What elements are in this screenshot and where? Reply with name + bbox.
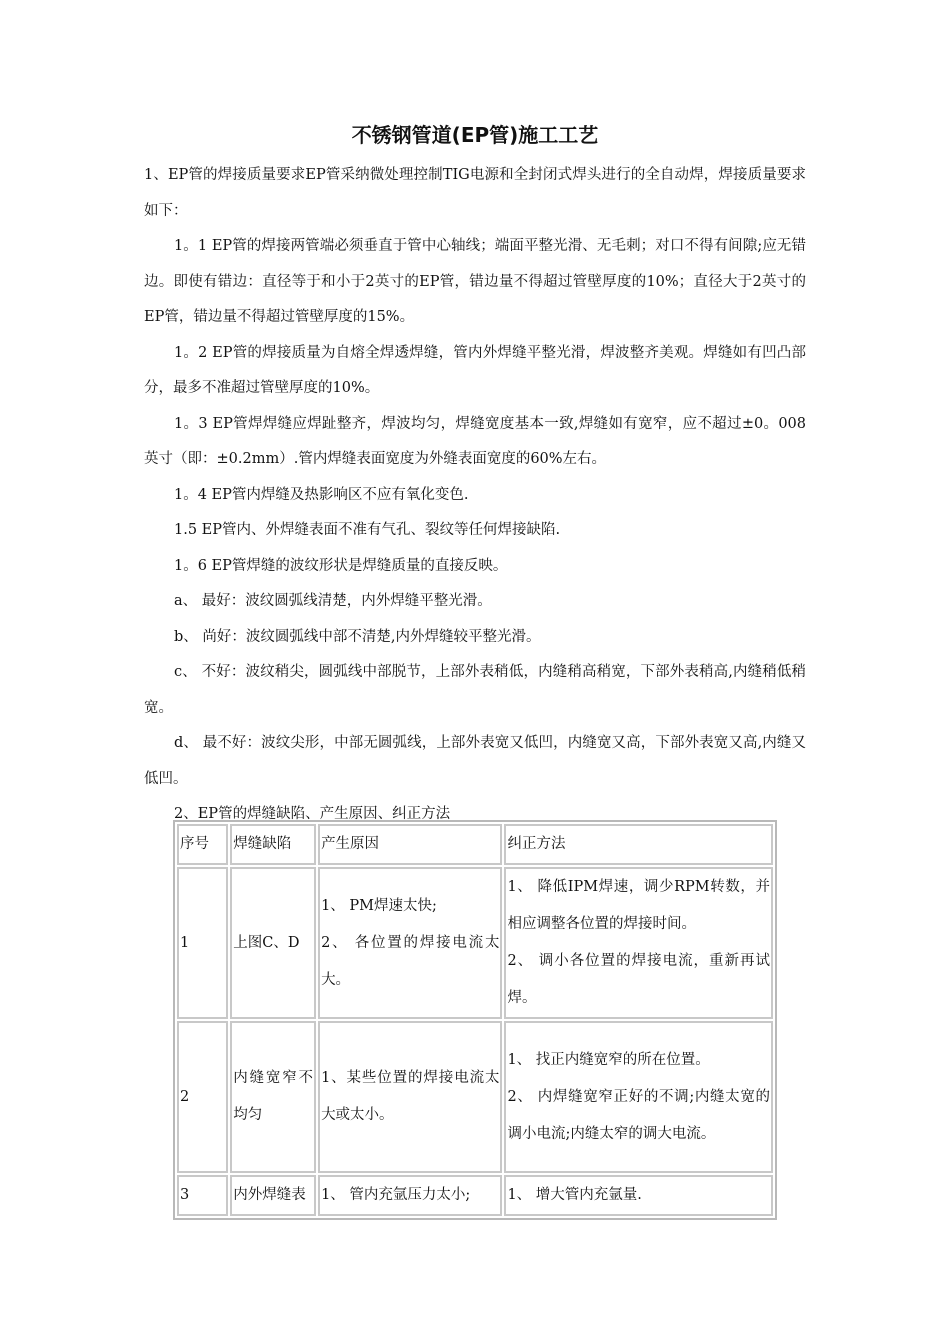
list-item-d: d、 最不好：波纹尖形，中部无圆弧线，上部外表宽又低凹，内缝宽又高，下部外表宽又高,内缝又低凹。 (144, 735, 806, 787)
list-item-b: b、 尚好：波纹圆弧线中部不清楚,内外焊缝较平整光滑。 (174, 628, 541, 645)
cell-defect: 内外焊缝表 (230, 1175, 316, 1216)
cell-cause (318, 867, 502, 1019)
paragraph-1-4: 1。4 EP管内焊缝及热影响区不应有氧化变色. (174, 486, 469, 503)
header-cause: 产生原因 (318, 824, 502, 865)
header-defect: 焊缝缺陷 (230, 824, 316, 865)
cell-cause (318, 1021, 502, 1173)
document-title: 不锈钢管道(EP管)施工工艺 (351, 123, 599, 147)
header-fix: 纠正方法 (504, 824, 773, 865)
paragraph-1-3: 1。3 EP管焊焊缝应焊趾整齐，焊波均匀，焊缝宽度基本一致,焊缝如有宽窄，应不超过±0。008英寸（即：±0.2mm）.管内焊缝表面宽度为外缝表面宽度的60%左右。 (144, 415, 806, 467)
cause-line: 1、某些位置的焊接电流太大或太小。 (321, 1070, 500, 1123)
cell-no: 3 (177, 1175, 228, 1216)
list-item-c: c、 不好：波纹稍尖，圆弧线中部脱节，上部外表稍低，内缝稍高稍宽，下部外表稍高,内缝稍低稍宽。 (144, 664, 806, 716)
cell-no: 2 (177, 1021, 228, 1173)
paragraph-1-1: 1。1 EP管的焊接两管端必须垂直于管中心轴线；端面平整光滑、无毛刺；对口不得有间隙;应无错边。即使有错边：直径等于和小于2英寸的EP管，错边量不得超过管壁厚度的10%；直径大于2英寸的EP管，错边量不得超过管壁厚度的15%。 (144, 238, 806, 325)
list-item-a: a、 最好：波纹圆弧线清楚，内外焊缝平整光滑。 (174, 593, 492, 609)
fix-line: 2、 内焊缝宽窄正好的不调;内缝太宽的调小电流;内缝太窄的调大电流。 (507, 1088, 770, 1142)
paragraph-1-5: 1.5 EP管内、外焊缝表面不准有气孔、裂纹等任何焊接缺陷. (174, 522, 561, 538)
paragraph-1-2: 1。2 EP管的焊接质量为自熔全焊透焊缝，管内外焊缝平整光滑，焊波整齐美观。焊缝如有凹凸部分，最多不准超过管壁厚度的10%。 (144, 344, 806, 396)
fix-line: 2、 调小各位置的焊接电流，重新再试焊。 (507, 953, 770, 1006)
cell-cause (318, 1175, 502, 1216)
defects-table (173, 820, 777, 1220)
table-row (177, 1175, 773, 1216)
cell-fix (504, 1021, 773, 1173)
cause-line: 1、 管内充氩压力太小; (321, 1187, 471, 1203)
header-no: 序号 (177, 824, 228, 865)
fix-line: 1、 降低IPM焊速，调少RPM转数，并相应调整各位置的焊接时间。 (507, 879, 770, 932)
table-header-row (177, 824, 773, 865)
document-body (144, 158, 806, 833)
cause-line: 1、 PM焊速太快; (321, 897, 437, 914)
fix-line: 1、 增大管内充氩量. (507, 1187, 642, 1203)
paragraph-section-2: 2、EP管的焊缝缺陷、产生原因、纠正方法 (174, 806, 451, 822)
fix-line: 1、 找正内缝宽窄的所在位置。 (507, 1051, 710, 1068)
cell-defect: 上图C、D (230, 867, 316, 1019)
paragraph-1-6: 1。6 EP管焊缝的波纹形状是焊缝质量的直接反映。 (174, 557, 508, 574)
table-row (177, 1021, 773, 1173)
cell-no: 1 (177, 867, 228, 1019)
table-row (177, 867, 773, 1019)
cause-line: 2、 各位置的焊接电流太大。 (321, 934, 500, 988)
cell-fix (504, 867, 773, 1019)
paragraph-section-1: 1、EP管的焊接质量要求EP管采纳微处理控制TIG电源和全封闭式焊头进行的全自动焊，焊接质量要求如下： (144, 167, 806, 219)
cell-fix (504, 1175, 773, 1216)
cell-defect: 内缝宽窄不均匀 (230, 1021, 316, 1173)
